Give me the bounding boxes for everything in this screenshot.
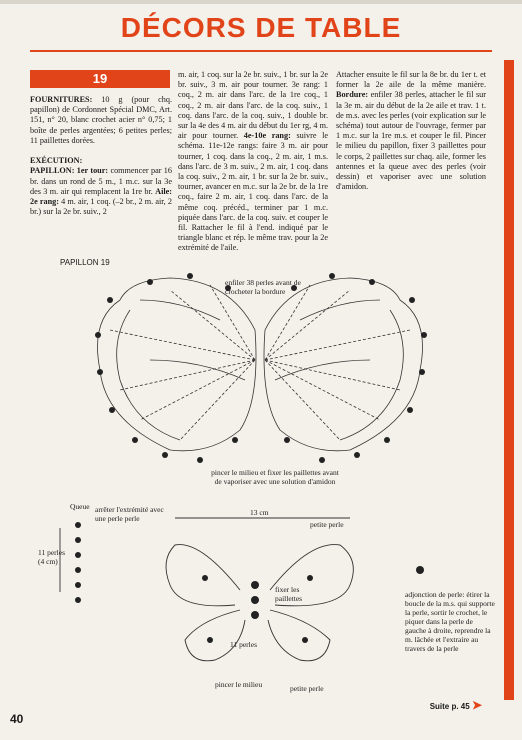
label-arreter: arrêter l'extrémité avec une perle perle xyxy=(95,505,164,523)
figure-label: PAPILLON 19 xyxy=(60,258,110,267)
col2-label: 4e-10e rang: xyxy=(243,131,291,141)
col3-text2: enfiler 38 perles, attacher le fil sur la 3e m. air du début de la 2e aile et trav. 1 t. de m.s. avec les perles (voir explication sur le schéma) tout autour de l'ouvrage, fermer par 1 m.c. sur la 1re m.s. et couper le fil. Pincer le milieu du papillon, fixer 3 paillettes pour le corps, 2 paillettes sur chaq. aile, former les antennes et la queue avec des perles (voir dessin) et vaporiser avec une solution d'amidon. xyxy=(336,90,486,192)
label-petite-perle-bottom: petite perle xyxy=(290,684,324,693)
wing-left-inner xyxy=(117,300,245,440)
note-pincer: pincer le milieu et fixer les paillettes avant de vaporiser avec une solution d'amidon xyxy=(211,468,339,486)
label-adjonction: adjonction de perle: étirer la boucle de la m.s. qui supporte la perle, sortir le crochet, le piquer dans la perle de gauche à droite, reprendre la m. lâchée et l'extraire au travers de la perle xyxy=(405,590,495,653)
note-enfiler: enfiler 38 perles avant de crocheter la bordure xyxy=(225,278,301,296)
label-width: 13 cm xyxy=(250,508,269,517)
col2-text2: suivre le schéma. 11e-12e rangs: faire 3 m. air pour tourner, 1 coq. dans la coq., 2 m. air, 1 m.s. dans l'arc. de 3 m. suiv., 2 m. air, 1 coq. dans la coq. suiv., 2 m. air, 1 br. sur la 2e br. suiv., tourner, avancer en m.c. sur la 2e br. de la 1re coq., faire 2 m. air, 1 coq. dans l'arc. de la même coq. précéd., terminer par 1 m.c. piquée dans l'arc. de la coq. suiv. et couper le fil. Rattacher le fil à l'end. indiqué par le triangle blanc et rép. le même trav. pour la 2e extrémité de l'aile. xyxy=(178,131,329,253)
page-number: 40 xyxy=(10,712,24,726)
assembly-wing-lower-right xyxy=(268,610,330,661)
pattern-number-badge: 19 xyxy=(30,70,170,88)
label-queue: Queue xyxy=(70,502,90,511)
fournitures-text: 10 g (pour chq. papillon) de Cordonnet Spécial DMC, Art. 151, n° 20, blanc crochet acier n° 0,75; 1 boîte de perles argentées; 6 petites perles; 11 paillettes dorées. xyxy=(30,95,173,145)
page-title: DÉCORS DE TABLE xyxy=(120,12,402,43)
continued-note xyxy=(430,698,482,712)
assembly-wing-lower-left xyxy=(185,610,245,661)
col3-text: Attacher ensuite le fil sur la 8e br. du 1er t. et former la 2e aile de la même manière. xyxy=(336,70,486,90)
execution-label: EXÉCUTION: xyxy=(30,156,83,166)
papillon-text: commencer par 16 br. dans un rond de 5 m., 1 m.c. sur la 3e des 3 m. air qui remplacent la 1re br. xyxy=(30,166,172,196)
label-perles-11: 11 perles xyxy=(230,640,258,649)
assembly-wing-upper-left xyxy=(166,545,240,606)
aile-label: Aile: 2e rang: xyxy=(30,186,172,207)
label-pincer-milieu: pincer le milieu xyxy=(215,680,263,689)
label-perles-count: 11 perles (4 cm) xyxy=(38,548,66,566)
aile-text: 4 m. air, 1 coq. (–2 br., 2 m. air, 2 br.) sur la 2e br. suiv., 2 xyxy=(30,197,172,217)
papillon-label: PAPILLON: 1er tour: xyxy=(30,166,109,176)
label-petite-perle-top: petite perle xyxy=(310,520,344,529)
col2-text: m. air, 1 coq. sur la 2e br. suiv., 1 br. sur la 2e br. suiv., 3 m. air pour tourner. 3e rang: 1 coq., 2 m. air dans l'arc. de la 1re coq., 1 coq., 2 m. air dans l'arc. de la coq. suiv., 1 coq. dans l'arc. de la coq. suiv., 1 double br. sur la 4e des 4 m. air du début du 1er rg, 4 m. air pour tourner. xyxy=(178,70,328,141)
bordure-label: Bordure: xyxy=(336,90,369,100)
label-fixer: fixer les paillettes xyxy=(275,585,303,603)
arrow-icon: ➤ xyxy=(471,698,482,712)
fournitures-label: FOURNITURES: xyxy=(30,95,93,104)
continued-text: Suite p. 45 xyxy=(429,702,470,711)
wing-right-inner xyxy=(275,300,403,440)
